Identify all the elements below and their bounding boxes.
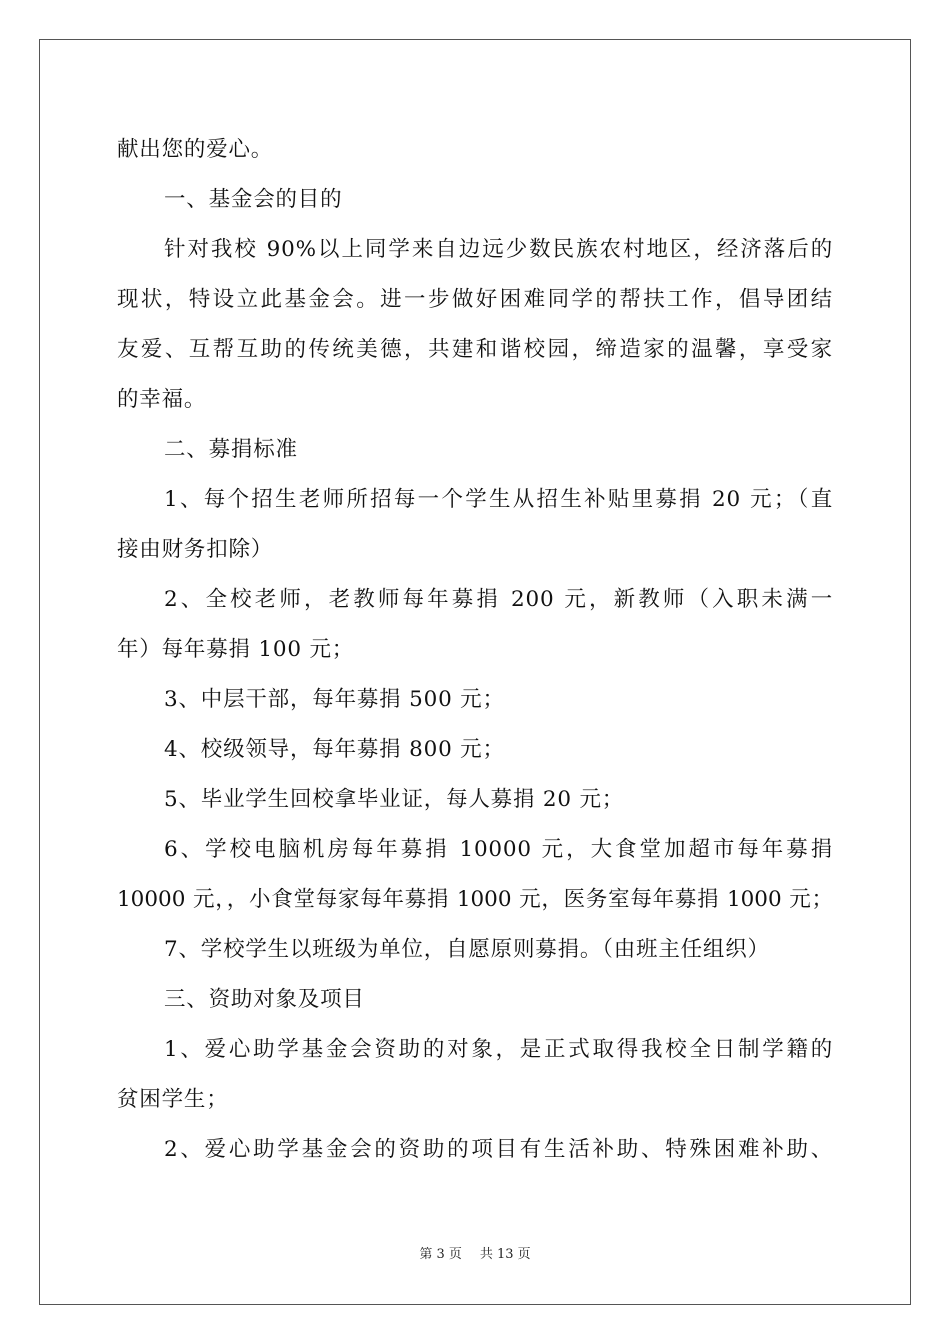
text-line: 6、学校电脑机房每年募捐 10000 元，大食堂加超市每年募捐: [164, 837, 833, 862]
text-line: 年）每年募捐 100 元；: [117, 637, 355, 662]
text-line: 接由财务扣除）: [117, 537, 274, 562]
text-line: 贫困学生；: [117, 1087, 229, 1112]
page-number: 第 3 页: [419, 1247, 462, 1262]
text-line: 现状，特设立此基金会。进一步做好困难同学的帮扶工作，倡导团结: [117, 287, 833, 312]
text-line: 4、校级领导，每年募捐 800 元；: [164, 737, 505, 762]
text-line: 2、全校老师，老教师每年募捐 200 元，新教师（入职未满一: [164, 587, 833, 612]
text-line: 的幸福。: [117, 387, 207, 412]
section-heading: 三、资助对象及项目: [164, 987, 365, 1012]
page-footer: [0, 1246, 950, 1264]
section-heading: 一、基金会的目的: [164, 187, 343, 212]
text-line: 1、每个招生老师所招每一个学生从招生补贴里募捐 20 元；（直: [164, 487, 833, 512]
text-line: 10000 元，，小食堂每家每年募捐 1000 元，医务室每年募捐 1000 元；: [117, 887, 833, 912]
total-pages: 共 13 页: [479, 1247, 531, 1262]
text-line: 3、中层干部，每年募捐 500 元；: [164, 687, 505, 712]
text-line: 2、爱心助学基金会的资助的项目有生活补助、特殊困难补助、: [164, 1137, 833, 1162]
text-line: 针对我校 90%以上同学来自边远少数民族农村地区，经济落后的: [164, 237, 833, 262]
page-border: [39, 39, 911, 1305]
text-line: 7、学校学生以班级为单位，自愿原则募捐。（由班主任组织）: [164, 937, 770, 962]
text-line: 友爱、互帮互助的传统美德，共建和谐校园，缔造家的温馨，享受家: [117, 337, 833, 362]
text-line: 1、爱心助学基金会资助的对象，是正式取得我校全日制学籍的: [164, 1037, 833, 1062]
text-line: 5、毕业学生回校拿毕业证，每人募捐 20 元；: [164, 787, 625, 812]
section-heading: 二、募捐标准: [164, 437, 298, 462]
text-line: 献出您的爱心。: [117, 137, 274, 162]
